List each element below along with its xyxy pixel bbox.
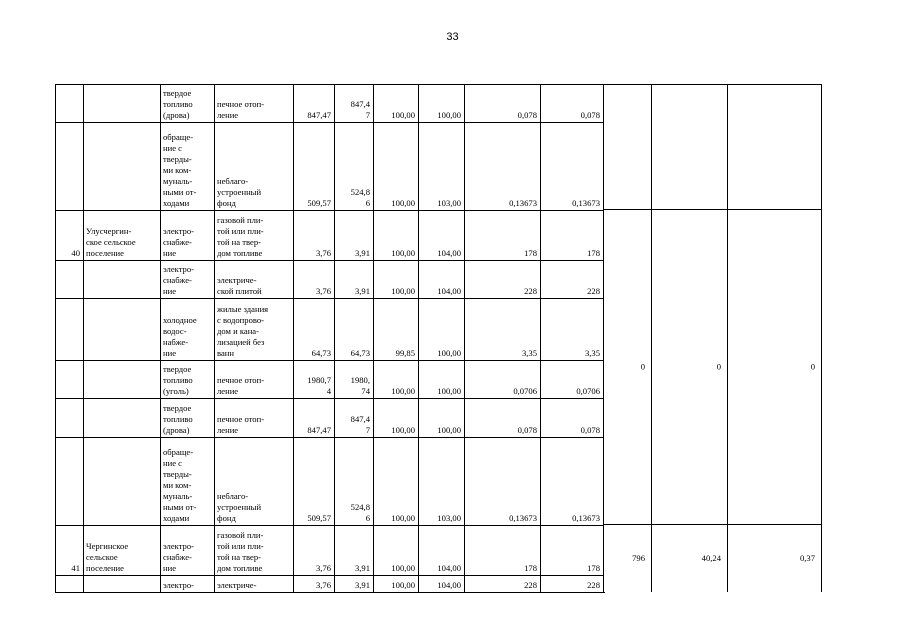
table-cell	[83, 575, 160, 592]
table-cell	[464, 360, 540, 398]
table-cell	[418, 84, 464, 122]
table-cell	[418, 437, 464, 525]
table-cell	[214, 298, 293, 360]
table-cell	[334, 398, 373, 437]
tariff-2: 178	[587, 248, 600, 258]
index-percent-1: 100,00	[391, 286, 415, 296]
norm-value-2: 3,91	[354, 580, 370, 590]
norm-value-1: 509,57	[307, 198, 331, 208]
table-cell	[293, 575, 334, 592]
table-cell	[334, 575, 373, 592]
tariff-2: 0,078	[580, 110, 600, 120]
table-cell	[160, 360, 214, 398]
norm-value-1: 64,73	[311, 348, 331, 358]
norm-value-2: 847,4 7	[350, 414, 370, 435]
table-cell	[160, 210, 214, 260]
table-cell	[83, 437, 160, 525]
housing-category: электриче-	[217, 580, 257, 590]
table-cell	[464, 122, 540, 210]
utility-type: холодное водос- набже- ние	[163, 315, 197, 358]
table-cell	[464, 84, 540, 122]
table-cell	[293, 360, 334, 398]
table-cell	[464, 575, 540, 592]
tariff-1: 228	[524, 286, 537, 296]
table-cell	[373, 298, 418, 360]
table-cell	[160, 398, 214, 437]
norm-value-2: 1980, 74	[350, 375, 370, 396]
summary-cell	[652, 525, 728, 592]
table-cell	[83, 84, 160, 122]
housing-category: газовой пли- той или пли- той на твер- дом топливе	[217, 530, 264, 573]
housing-category: электриче- ской плитой	[217, 275, 262, 296]
index-percent-2: 104,00	[437, 563, 461, 573]
table-cell	[334, 260, 373, 298]
index-percent-1: 100,00	[391, 580, 415, 590]
index-percent-1: 100,00	[391, 198, 415, 208]
table-cell	[214, 437, 293, 525]
tariff-1: 0,13673	[509, 198, 537, 208]
summary-value-a: 0	[640, 361, 645, 372]
table-cell	[540, 398, 604, 437]
settlement-name: Улусчергин- ское сельское поселение	[86, 226, 136, 258]
tariff-2: 228	[587, 286, 600, 296]
index-percent-2: 100,00	[437, 110, 461, 120]
utility-type: твердое топливо (дрова)	[163, 403, 193, 435]
table-cell	[293, 122, 334, 210]
table-cell	[214, 122, 293, 210]
table-cell	[293, 398, 334, 437]
table-cell	[55, 525, 83, 575]
table-cell	[83, 298, 160, 360]
table-cell	[55, 298, 83, 360]
table-cell	[83, 398, 160, 437]
index-percent-1: 100,00	[391, 563, 415, 573]
table-cell	[540, 298, 604, 360]
table-cell	[464, 298, 540, 360]
summary-cell	[728, 84, 822, 210]
table-cell	[160, 84, 214, 122]
row-number: 40	[71, 248, 80, 258]
table-cell	[540, 210, 604, 260]
summary-value-b: 0	[716, 361, 721, 372]
summary-cell	[604, 210, 652, 525]
table-cell	[83, 525, 160, 575]
table-cell	[464, 398, 540, 437]
norm-value-2: 3,91	[354, 286, 370, 296]
table-cell	[83, 210, 160, 260]
table-cell	[293, 437, 334, 525]
table-cell	[214, 360, 293, 398]
table-cell	[373, 437, 418, 525]
summary-cell	[604, 84, 652, 210]
table-cell	[83, 122, 160, 210]
index-percent-2: 104,00	[437, 286, 461, 296]
norm-value-2: 3,91	[354, 563, 370, 573]
table-cell	[214, 398, 293, 437]
table-cell	[540, 84, 604, 122]
index-percent-2: 103,00	[437, 513, 461, 523]
table-cell	[373, 260, 418, 298]
table-cell	[293, 210, 334, 260]
table-cell	[418, 210, 464, 260]
tariff-1: 0,078	[517, 110, 537, 120]
table-cell	[83, 260, 160, 298]
table-cell	[540, 437, 604, 525]
utility-type: обраще- ние с тверды- ми ком- муналь- ными от- ходами	[163, 132, 197, 208]
table-cell	[464, 210, 540, 260]
table-cell	[540, 360, 604, 398]
utility-type: электро- снабже- ние	[163, 541, 195, 573]
summary-value-a: 796	[632, 553, 645, 563]
table-cell	[373, 525, 418, 575]
tariff-2: 228	[587, 580, 600, 590]
tariff-1: 178	[524, 248, 537, 258]
norm-value-1: 847,47	[307, 110, 331, 120]
utility-type: твердое топливо (уголь)	[163, 364, 193, 396]
table-cell	[160, 437, 214, 525]
index-percent-1: 100,00	[391, 386, 415, 396]
table-cell	[334, 525, 373, 575]
table-cell	[214, 575, 293, 592]
table-cell	[540, 122, 604, 210]
index-percent-2: 100,00	[437, 348, 461, 358]
index-percent-1: 99,85	[395, 348, 415, 358]
summary-cell	[652, 210, 728, 525]
index-percent-2: 103,00	[437, 198, 461, 208]
table-cell	[334, 84, 373, 122]
summary-cell	[604, 525, 652, 592]
table-cell	[214, 210, 293, 260]
norm-value-2: 524,8 6	[350, 502, 370, 523]
table-cell	[540, 575, 604, 592]
table-cell	[418, 360, 464, 398]
summary-cell	[728, 210, 822, 525]
tariff-1: 228	[524, 580, 537, 590]
table-cell	[373, 398, 418, 437]
tariff-2: 0,078	[580, 425, 600, 435]
summary-cell	[652, 84, 728, 210]
table-cell	[334, 437, 373, 525]
table-cell	[334, 122, 373, 210]
table-cell	[464, 260, 540, 298]
norm-value-1: 3,76	[315, 248, 331, 258]
index-percent-2: 104,00	[437, 580, 461, 590]
norm-value-1: 1980,7 4	[307, 375, 331, 396]
table-cell	[55, 210, 83, 260]
norm-value-2: 524,8 6	[350, 187, 370, 208]
index-percent-1: 100,00	[391, 248, 415, 258]
table-cell	[418, 122, 464, 210]
utility-type: электро- снабже- ние	[163, 264, 195, 296]
table-cell	[160, 525, 214, 575]
summary-cell	[728, 525, 822, 592]
table-cell	[418, 298, 464, 360]
utility-type: электро-	[163, 580, 195, 590]
index-percent-2: 104,00	[437, 248, 461, 258]
table-bottom-border	[55, 592, 605, 593]
tariff-2: 3,35	[584, 348, 600, 358]
tariff-1: 0,0706	[513, 386, 537, 396]
housing-category: неблаго- устроенный фонд	[217, 491, 262, 523]
summary-value-c: 0,37	[799, 553, 815, 563]
utility-type: твердое топливо (дрова)	[163, 88, 193, 120]
table-cell	[160, 260, 214, 298]
table-cell	[160, 298, 214, 360]
norm-value-1: 847,47	[307, 425, 331, 435]
table-cell	[373, 84, 418, 122]
housing-category: неблаго- устроенный фонд	[217, 176, 262, 208]
utility-type: электро- снабже- ние	[163, 226, 195, 258]
table-cell	[418, 260, 464, 298]
housing-category: печное отоп- ление	[217, 375, 265, 396]
index-percent-2: 100,00	[437, 386, 461, 396]
table-cell	[540, 260, 604, 298]
norm-value-1: 3,76	[315, 580, 331, 590]
table-cell	[55, 84, 83, 122]
table-cell	[214, 84, 293, 122]
index-percent-1: 100,00	[391, 110, 415, 120]
table-cell	[293, 525, 334, 575]
table-cell	[55, 437, 83, 525]
table-cell	[214, 260, 293, 298]
index-percent-1: 100,00	[391, 513, 415, 523]
utility-type: обраще- ние с тверды- ми ком- муналь- ными от- ходами	[163, 447, 197, 523]
table-cell	[464, 437, 540, 525]
housing-category: газовой пли- той или пли- той на твер- дом топливе	[217, 215, 264, 258]
table-cell	[83, 360, 160, 398]
table-cell	[293, 260, 334, 298]
settlement-name: Чергинское сельское поселение	[86, 541, 129, 573]
table-cell	[293, 84, 334, 122]
table-cell	[55, 122, 83, 210]
table-cell	[418, 525, 464, 575]
table-cell	[464, 525, 540, 575]
table-cell	[373, 122, 418, 210]
table-cell	[373, 575, 418, 592]
norm-value-1: 3,76	[315, 286, 331, 296]
table-cell	[334, 360, 373, 398]
summary-value-b: 40,24	[701, 553, 721, 563]
norm-value-2: 3,91	[354, 248, 370, 258]
page-number: 33	[446, 31, 459, 43]
housing-category: печное отоп- ление	[217, 99, 265, 120]
summary-value-c: 0	[810, 361, 815, 372]
table-cell	[373, 360, 418, 398]
table-cell	[373, 210, 418, 260]
table-cell	[334, 298, 373, 360]
table-cell	[418, 398, 464, 437]
table-cell	[55, 360, 83, 398]
tariff-1: 178	[524, 563, 537, 573]
norm-value-2: 847,4 7	[350, 99, 370, 120]
housing-category: печное отоп- ление	[217, 414, 265, 435]
tariff-2: 0,13673	[572, 513, 600, 523]
table-cell	[418, 575, 464, 592]
tariff-1: 3,35	[521, 348, 537, 358]
table-cell	[214, 525, 293, 575]
norm-value-2: 64,73	[350, 348, 370, 358]
tariff-2: 0,13673	[572, 198, 600, 208]
table-cell	[55, 260, 83, 298]
tariff-2: 178	[587, 563, 600, 573]
index-percent-1: 100,00	[391, 425, 415, 435]
table-cell	[334, 210, 373, 260]
table-cell	[55, 398, 83, 437]
housing-category: жилые здания с водопрово- дом и кана- лизацией без ванн	[217, 304, 269, 358]
tariff-1: 0,13673	[509, 513, 537, 523]
table-cell	[160, 575, 214, 592]
tariff-1: 0,078	[517, 425, 537, 435]
table-cell	[160, 122, 214, 210]
table-cell	[540, 525, 604, 575]
norm-value-1: 3,76	[315, 563, 331, 573]
row-number: 41	[71, 563, 80, 573]
table-cell	[55, 575, 83, 592]
table-cell	[293, 298, 334, 360]
tariff-2: 0,0706	[576, 386, 600, 396]
norm-value-1: 509,57	[307, 513, 331, 523]
index-percent-2: 100,00	[437, 425, 461, 435]
